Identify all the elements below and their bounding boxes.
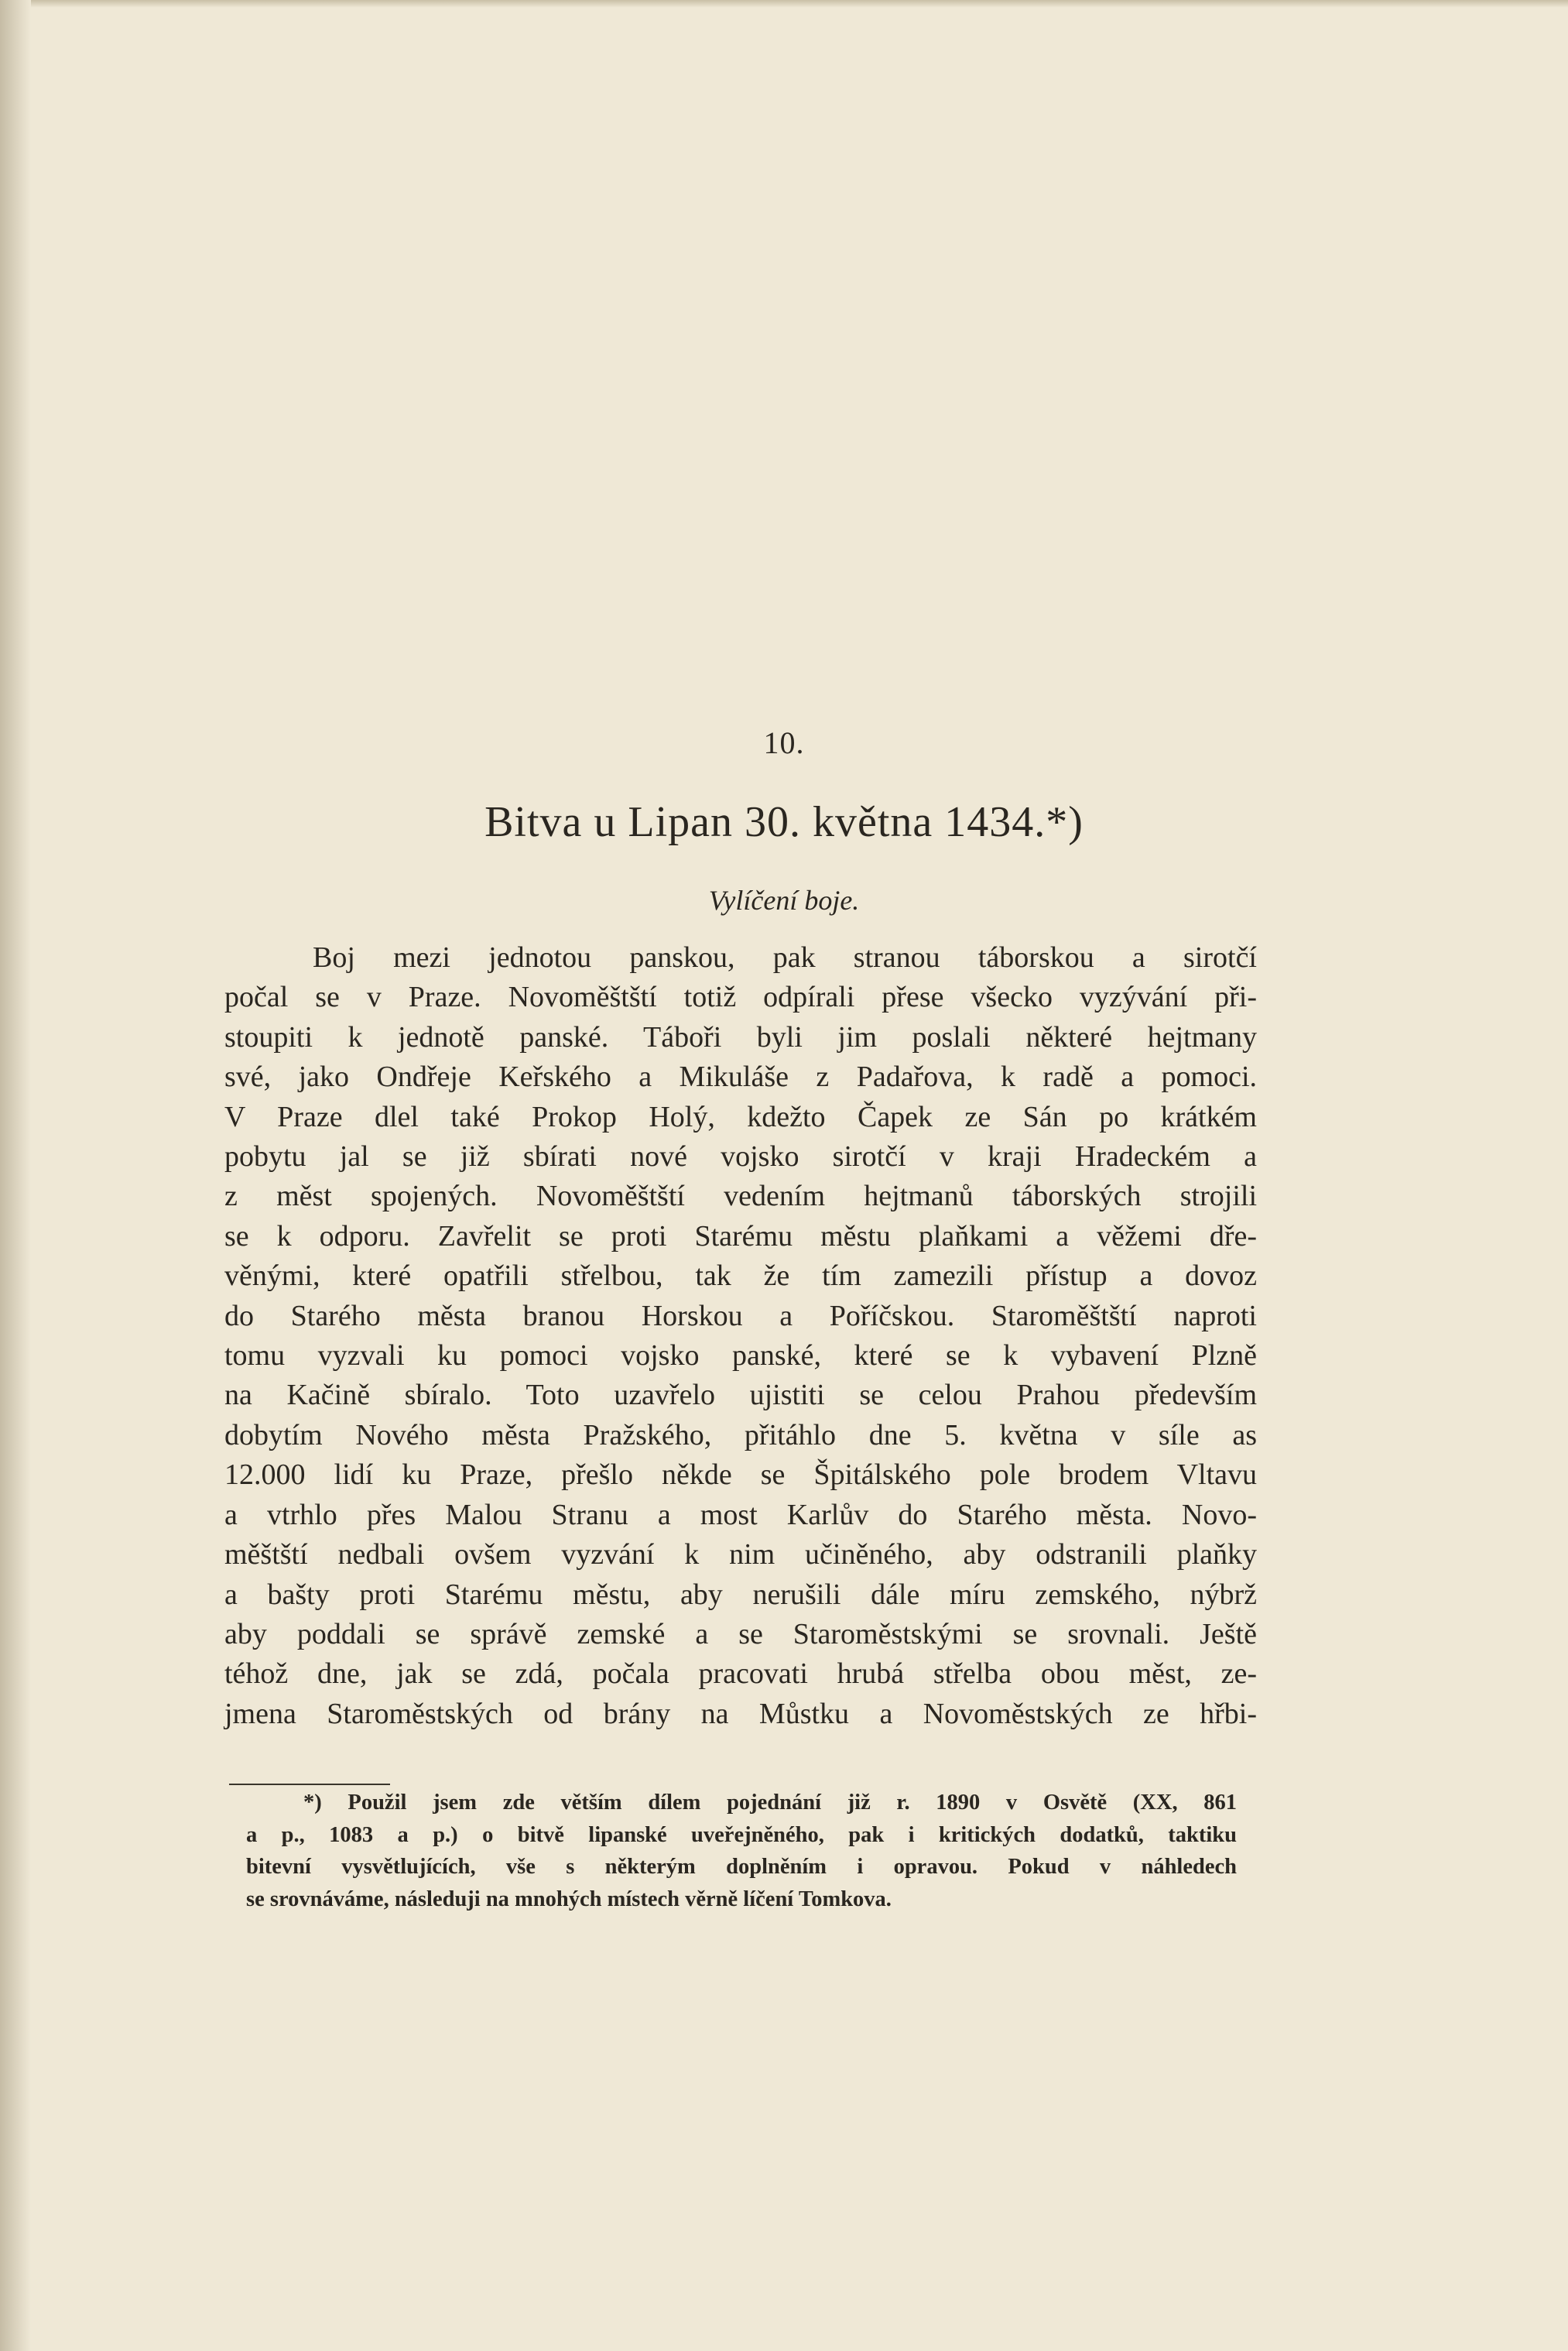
body-line: do Starého města branou Horskou a Poříčskou. Staroměštští naproti: [224, 1299, 1257, 1332]
body-line: z měst spojených. Novoměštští vedením hejtmanů táborských strojili: [224, 1180, 1257, 1213]
footnote-line: a p., 1083 a p.) o bitvě lipanské uveřejněného, pak i kritických dodatků, taktiku: [246, 1822, 1237, 1847]
body-line: na Kačině sbíralo. Toto uzavřelo ujistiti se celou Prahou především: [224, 1379, 1257, 1412]
footnote-line: *) Použil jsem zde větším dílem pojednání již r. 1890 v Osvětě (XX, 861: [303, 1791, 1237, 1815]
body-line: pobytu jal se již sbírati nové vojsko sirotčí v kraji Hradeckém a: [224, 1140, 1257, 1174]
body-line: Boj mezi jednotou panskou, pak stranou táborskou a sirotčí: [313, 941, 1257, 974]
chapter-title: Bitva u Lipan 30. května 1434.*): [484, 798, 1084, 846]
body-line: 12.000 lidí ku Praze, přešlo někde se Špitálského pole brodem Vltavu: [224, 1458, 1257, 1492]
body-line: V Praze dlel také Prokop Holý, kdežto Čapek ze Sán po krátkém: [224, 1100, 1257, 1133]
body-line: tomu vyzvali ku pomoci vojsko panské, které se k vybavení Plzně: [224, 1339, 1257, 1373]
footnote: [246, 1787, 1237, 1915]
chapter-number: 10.: [763, 725, 805, 760]
body-line: měštští nedbali ovšem vyzvání k nim učiněného, aby odstranili plaňky: [224, 1538, 1257, 1571]
footnote-line: bitevní vysvětlujících, vše s některým doplněním i opravou. Pokud v náhledech: [246, 1855, 1237, 1879]
body-line: aby poddali se správě zemské a se Staroměstskými se srovnali. Ještě: [224, 1617, 1257, 1650]
footnote-divider: [229, 1784, 390, 1785]
body-line: se k odporu. Zavřelit se proti Starému městu plaňkami a věžemi dře-: [224, 1219, 1257, 1253]
body-line: stoupiti k jednotě panské. Táboři byli jim poslali některé hejtmany: [224, 1020, 1257, 1054]
page-top-edge: [0, 0, 1568, 8]
body-text: [224, 938, 1257, 1734]
body-line: a bašty proti Starému městu, aby nerušili dále míru zemského, nýbrž: [224, 1578, 1257, 1611]
body-line: počal se v Praze. Novoměštští totiž odpírali přese všecko vyzývání při-: [224, 981, 1257, 1014]
chapter-subtitle: Vylíčení boje.: [708, 885, 860, 916]
body-line: dobytím Nového města Pražského, přitáhlo dne 5. května v síle as: [224, 1418, 1257, 1451]
body-line: věnými, které opatřili střelbou, tak že tím zamezili přístup a dovoz: [224, 1259, 1257, 1293]
body-line: své, jako Ondřeje Keřského a Mikuláše z Padařova, k radě a pomoci.: [224, 1061, 1257, 1094]
footnote-line: se srovnáváme, následuji na mnohých místech věrně líčení Tomkova.: [246, 1887, 892, 1911]
body-line: a vtrhlo přes Malou Stranu a most Karlův do Starého města. Novo-: [224, 1498, 1257, 1531]
page-gutter-shadow: [0, 0, 31, 2351]
body-line: jmena Staroměstských od brány na Můstku a Novoměstských ze hřbi-: [224, 1697, 1257, 1730]
body-line: téhož dne, jak se zdá, počala pracovati hrubá střelba obou měst, ze-: [224, 1657, 1257, 1691]
